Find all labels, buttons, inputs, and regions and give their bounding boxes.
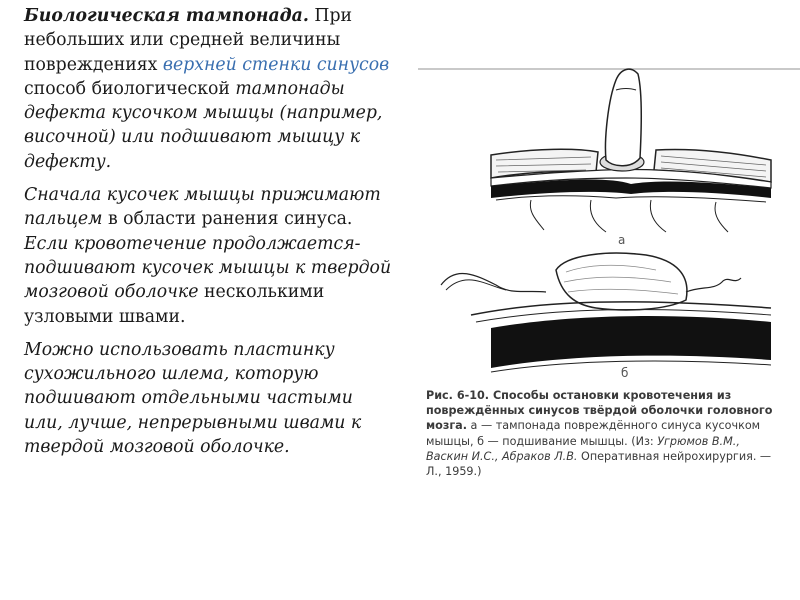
panel-b-drawing — [441, 253, 771, 372]
text-run: несколькими узловыми швами. — [24, 282, 325, 327]
caption-text: а — тампонада повреждённого синуса кусочком мышцы, б — подшивание мышцы. (Из: — [426, 419, 761, 448]
italic-run: Можно использовать пластинку сухожильного шлема, которую подшивают отдельными частыми или, лучше, непрерывными швами к твердой мозговой оболочке. — [24, 339, 362, 458]
figure-drawing — [416, 60, 786, 390]
italic-run: тампонады дефекта кусочком мышцы (например, височной) или подшивают мышцу к дефекту. — [24, 78, 383, 172]
italic-run: Если кровотечение продолжается- подшивают кусочек мышцы к твердой мозговой оболочке — [24, 233, 392, 303]
paragraph-biological-tamponade — [24, 4, 396, 174]
text-run: способ биологической — [24, 78, 236, 99]
panel-a-drawing — [491, 69, 771, 232]
italic-run: Сначала кусочек мышцы прижимают пальцем — [24, 185, 381, 230]
paragraph-aponeurosis-plate — [24, 338, 396, 459]
caption-source: Оперативная нейрохирургия. — Л., 1959.) — [426, 449, 772, 479]
paragraph-finger-press — [24, 183, 396, 329]
text-column — [24, 4, 396, 468]
caption-title: Рис. 6-10. Способы остановки кровотечения из повреждённых синусов твёрдой оболочки головного мозга. — [426, 389, 773, 433]
text-run: в области ранения синуса. — [102, 209, 353, 230]
finger — [605, 69, 641, 166]
figure-label-b: б — [621, 366, 629, 380]
caption-authors: Угрюмов В.М., Васкин И.С., Абраков Л.В. — [426, 434, 740, 463]
figure-label-a: а — [618, 233, 626, 247]
paragraph-title: Биологическая тампонада. — [24, 6, 309, 26]
suture-thread-right — [686, 278, 741, 292]
venous-sinus-b — [491, 316, 771, 368]
text-run: При небольших или средней величины повреждениях — [24, 6, 353, 75]
highlighted-term: верхней стенки синусов — [162, 54, 390, 75]
surgical-figure — [416, 60, 786, 390]
figure-caption — [426, 388, 776, 479]
